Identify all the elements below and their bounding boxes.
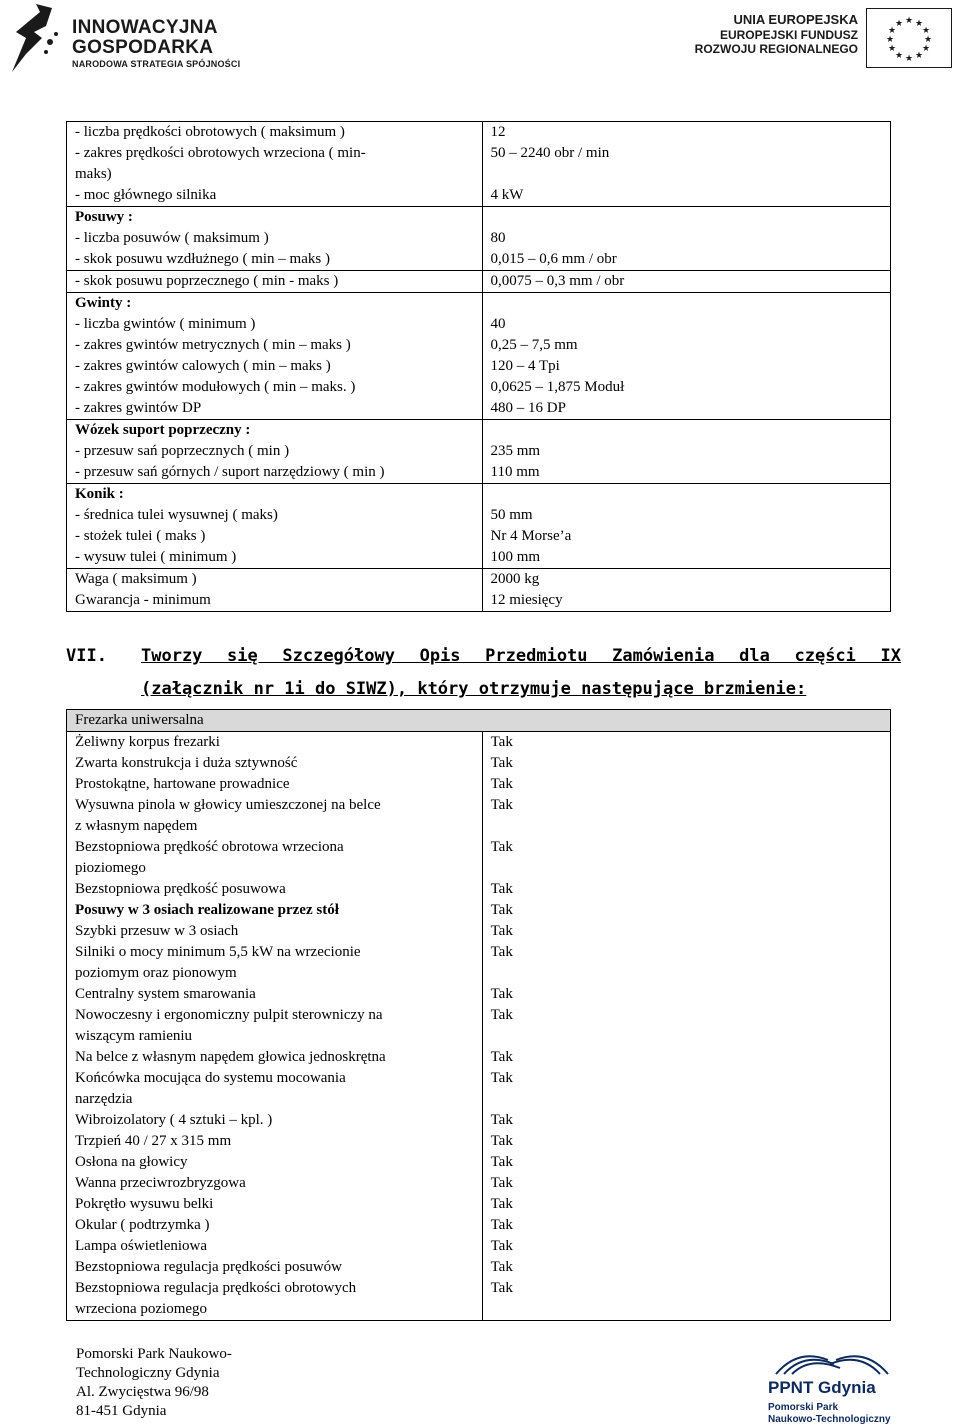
feature-cell <box>67 774 483 795</box>
spec-label: - moc głównego silnika <box>75 187 217 203</box>
feature-cell <box>67 942 483 984</box>
table-heading: Frezarka uniwersalna <box>67 710 891 732</box>
svg-text:★: ★ <box>921 25 931 35</box>
feature-cell <box>67 753 483 774</box>
spec-value <box>491 484 882 505</box>
table-row <box>67 1278 891 1321</box>
feature-text: Żeliwny korpus frezarki <box>75 734 220 750</box>
table-row <box>67 795 891 837</box>
table-heading-row <box>67 710 891 732</box>
footer-address <box>76 1345 232 1421</box>
feature-value: Tak <box>482 1215 890 1236</box>
spec-label-cell <box>67 484 483 569</box>
spec-label: - skok posuwu poprzecznego ( min - maks ) <box>75 273 339 289</box>
table-row <box>67 1194 891 1215</box>
spec-label-cell <box>67 569 483 612</box>
spec-value: 2000 kg <box>490 571 540 587</box>
svg-text:★: ★ <box>887 43 897 53</box>
spec-value: 0,25 – 7,5 mm <box>490 337 578 353</box>
spec-value: 480 – 16 DP <box>490 400 566 416</box>
table-row <box>67 921 891 942</box>
feature-text: Bezstopniowa prędkość obrotowa wrzeciona <box>75 839 344 855</box>
eu-line-1: UNIA EUROPEJSKA <box>733 12 858 27</box>
spec-label: - liczba posuwów ( maksimum ) <box>75 230 269 246</box>
spec-label: - stożek tulei ( maks ) <box>75 528 206 544</box>
spec-label-cell <box>67 122 483 207</box>
spec-label: - zakres gwintów modułowych ( min – maks. ) <box>75 379 356 395</box>
feature-value: Tak <box>482 837 890 879</box>
feature-cell <box>67 921 483 942</box>
table-row <box>67 1110 891 1131</box>
svg-text:★: ★ <box>885 34 895 44</box>
spec-label: - skok posuwu wzdłużnego ( min – maks ) <box>75 251 330 267</box>
lathe-spec-table <box>66 121 891 612</box>
spec-row <box>67 271 891 293</box>
feature-value: Tak <box>482 1005 890 1047</box>
svg-text:★: ★ <box>894 18 904 28</box>
svg-text:★: ★ <box>921 43 931 53</box>
eu-flag-icon <box>866 8 952 68</box>
spec-value-cell <box>482 569 890 612</box>
spec-label: Posuwy : <box>75 209 133 225</box>
eu-line-3: ROZWOJU REGIONALNEGO <box>694 42 858 56</box>
spec-label-cell <box>67 293 483 420</box>
feature-value: Tak <box>482 1194 890 1215</box>
spec-label-cell <box>67 271 483 293</box>
spec-row <box>67 122 891 207</box>
feature-cell <box>67 1005 483 1047</box>
ppnt-logo <box>768 1346 908 1426</box>
spec-value-cell <box>482 420 890 484</box>
eu-line-2: EUROPEJSKI FUNDUSZ <box>719 28 858 42</box>
feature-text: Zwarta konstrukcja i duża sztywność <box>75 755 298 771</box>
spec-label: Gwarancja - minimum <box>75 592 211 608</box>
section-number: VII. <box>66 646 107 666</box>
spec-value-cell <box>482 293 890 420</box>
spec-label: - zakres gwintów calowych ( min – maks ) <box>75 358 331 374</box>
spec-label: - zakres prędkości obrotowych wrzeciona ( min- <box>75 145 366 161</box>
ppnt-emblem-icon <box>768 1346 898 1376</box>
feature-value: Tak <box>482 921 890 942</box>
feature-cell <box>67 900 483 921</box>
spec-value-cell <box>482 207 890 271</box>
table-row <box>67 900 891 921</box>
spec-value <box>491 207 882 228</box>
feature-value: Tak <box>482 1068 890 1110</box>
spec-value-cell <box>482 122 890 207</box>
table-row <box>67 879 891 900</box>
feature-cell <box>67 1110 483 1131</box>
feature-value: Tak <box>482 1131 890 1152</box>
spec-value <box>491 293 882 314</box>
spec-label-cell <box>67 420 483 484</box>
spec-row <box>67 484 891 569</box>
feature-text: wrzeciona poziomego <box>75 1301 208 1317</box>
feature-cell <box>67 1068 483 1110</box>
feature-cell <box>67 795 483 837</box>
feature-text: Bezstopniowa regulacja prędkości obrotowych <box>75 1280 357 1296</box>
table-row <box>67 774 891 795</box>
table-row <box>67 1173 891 1194</box>
feature-cell <box>67 1257 483 1278</box>
feature-text: Szybki przesuw w 3 osiach <box>75 923 239 939</box>
svg-text:★: ★ <box>923 34 933 44</box>
feature-cell <box>67 1278 483 1321</box>
feature-text: pioziomego <box>75 860 146 876</box>
logo-line-2: GOSPODARKA <box>72 37 214 58</box>
feature-text: Wanna przeciwrozbryzgowa <box>75 1175 246 1191</box>
spec-row <box>67 420 891 484</box>
feature-text: Nowoczesny i ergonomiczny pulpit sterowniczy na <box>75 1007 383 1023</box>
feature-text: z własnym napędem <box>75 818 198 834</box>
logo-line-3: NARODOWA STRATEGIA SPÓJNOŚCI <box>72 59 241 69</box>
feature-cell <box>67 1236 483 1257</box>
table-row <box>67 1257 891 1278</box>
address-line: Al. Zwycięstwa 96/98 <box>76 1384 209 1400</box>
spec-value <box>491 420 882 441</box>
feature-value: Tak <box>482 1278 890 1321</box>
feature-text: Bezstopniowa prędkość posuwowa <box>75 881 286 897</box>
spec-label-cell <box>67 207 483 271</box>
milling-spec-table <box>66 709 891 1321</box>
feature-cell <box>67 984 483 1005</box>
feature-text: Trzpień 40 / 27 x 315 mm <box>75 1133 232 1149</box>
spec-value: 80 <box>490 230 506 246</box>
feature-value: Tak <box>482 774 890 795</box>
feature-cell <box>67 1215 483 1236</box>
table-row <box>67 1236 891 1257</box>
feature-value: Tak <box>482 1236 890 1257</box>
svg-text:★: ★ <box>914 18 924 28</box>
feature-value: Tak <box>482 879 890 900</box>
table-row <box>67 1131 891 1152</box>
spec-value-cell <box>482 484 890 569</box>
svg-text:★: ★ <box>904 53 914 63</box>
spec-row <box>67 293 891 420</box>
table-row <box>67 1005 891 1047</box>
feature-text: wiszącym ramieniu <box>75 1028 193 1044</box>
section-title-line-2: (załącznik nr 1i do SIWZ), który otrzymuje następujące brzmienie: <box>141 679 807 699</box>
spec-value: 4 kW <box>490 187 524 203</box>
feature-cell <box>67 1131 483 1152</box>
feature-text: Prostokątne, hartowane prowadnice <box>75 776 290 792</box>
feature-text: Bezstopniowa regulacja prędkości posuwów <box>75 1259 343 1275</box>
spec-value: 235 mm <box>490 443 541 459</box>
innowacyjna-gospodarka-logo <box>6 2 246 74</box>
feature-cell <box>67 1152 483 1173</box>
feature-text: Silniki o mocy minimum 5,5 kW na wrzecionie <box>75 944 361 960</box>
address-line: 81-451 Gdynia <box>76 1403 167 1419</box>
spec-value: 12 miesięcy <box>490 592 563 608</box>
svg-text:★: ★ <box>887 25 897 35</box>
spec-value: 50 mm <box>490 507 533 523</box>
feature-value: Tak <box>482 984 890 1005</box>
feature-text: Centralny system smarowania <box>75 986 256 1002</box>
feature-value: Tak <box>482 900 890 921</box>
feature-value: Tak <box>482 1110 890 1131</box>
section-title-line-1: Tworzy się Szczegółowy Opis Przedmiotu Zamówienia dla części IX <box>141 646 901 666</box>
svg-text:★: ★ <box>894 50 904 60</box>
feature-text: Pokrętło wysuwu belki <box>75 1196 214 1212</box>
feature-text: Posuwy w 3 osiach realizowane przez stół <box>75 902 339 918</box>
spec-label: Konik : <box>75 486 124 502</box>
figure-arrow-icon <box>6 2 66 74</box>
spec-label: - zakres gwintów DP <box>75 400 202 416</box>
spec-value: 50 – 2240 obr / min <box>490 145 610 161</box>
ppnt-sub-line: Naukowo-Technologiczny <box>768 1414 891 1425</box>
table-row <box>67 1152 891 1173</box>
feature-cell <box>67 1194 483 1215</box>
ppnt-sub-line: Pomorski Park <box>768 1402 839 1413</box>
spec-value: 0,015 – 0,6 mm / obr <box>490 251 617 267</box>
spec-value: 0,0625 – 1,875 Moduł <box>490 379 625 395</box>
address-line: Pomorski Park Naukowo- <box>76 1346 232 1362</box>
spec-label: Wózek suport poprzeczny : <box>75 422 251 438</box>
spec-label: - liczba prędkości obrotowych ( maksimum ) <box>75 124 345 140</box>
feature-text: Wibroizolatory ( 4 sztuki – kpl. ) <box>75 1112 273 1128</box>
feature-text: Wysuwna pinola w głowicy umieszczonej na belce <box>75 797 381 813</box>
ppnt-name: PPNT Gdynia <box>768 1378 876 1397</box>
feature-text: Okular ( podtrzymka ) <box>75 1217 210 1233</box>
feature-value: Tak <box>482 1152 890 1173</box>
table-row <box>67 984 891 1005</box>
spec-value <box>491 164 882 185</box>
feature-value: Tak <box>482 753 890 774</box>
feature-text: Osłona na głowicy <box>75 1154 188 1170</box>
spec-value: 12 <box>490 124 506 140</box>
spec-value-cell <box>482 271 890 293</box>
svg-text:★: ★ <box>914 50 924 60</box>
feature-value: Tak <box>482 732 890 754</box>
address-line: Technologiczny Gdynia <box>76 1365 220 1381</box>
feature-value: Tak <box>482 942 890 984</box>
table-row <box>67 837 891 879</box>
spec-value: Nr 4 Morse’a <box>490 528 572 544</box>
spec-label: - liczba gwintów ( minimum ) <box>75 316 256 332</box>
spec-label: Gwinty : <box>75 295 132 311</box>
logo-line-1: INNOWACYJNA <box>72 17 218 38</box>
spec-value: 100 mm <box>490 549 541 565</box>
feature-value: Tak <box>482 1047 890 1068</box>
table-row <box>67 732 891 754</box>
table-row <box>67 1068 891 1110</box>
spec-row <box>67 207 891 271</box>
table-row <box>67 1215 891 1236</box>
spec-label: maks) <box>75 166 112 182</box>
feature-value: Tak <box>482 795 890 837</box>
spec-value: 120 – 4 Tpi <box>490 358 560 374</box>
feature-value: Tak <box>482 1257 890 1278</box>
spec-value: 110 mm <box>490 464 540 480</box>
feature-cell <box>67 879 483 900</box>
table-row <box>67 753 891 774</box>
spec-row <box>67 569 891 612</box>
table-row <box>67 942 891 984</box>
spec-label: - przesuw sań górnych / suport narzędziowy ( min ) <box>75 464 385 480</box>
spec-value: 40 <box>490 316 506 332</box>
feature-text: narzędzia <box>75 1091 133 1107</box>
feature-text: poziomym oraz pionowym <box>75 965 237 981</box>
feature-cell <box>67 732 483 754</box>
page-header <box>0 0 960 80</box>
spec-label: - średnica tulei wysuwnej ( maks) <box>75 507 278 523</box>
feature-cell <box>67 1047 483 1068</box>
feature-cell <box>67 837 483 879</box>
feature-text: Końcówka mocująca do systemu mocowania <box>75 1070 346 1086</box>
spec-value: 0,0075 – 0,3 mm / obr <box>490 273 625 289</box>
spec-label: Waga ( maksimum ) <box>75 571 197 587</box>
table-row <box>67 1047 891 1068</box>
feature-value: Tak <box>482 1173 890 1194</box>
spec-label: - przesuw sań poprzecznych ( min ) <box>75 443 290 459</box>
svg-text:★: ★ <box>904 15 914 25</box>
feature-cell <box>67 1173 483 1194</box>
spec-label: - wysuw tulei ( minimum ) <box>75 549 237 565</box>
feature-text: Na belce z własnym napędem głowica jednoskrętna <box>75 1049 386 1065</box>
eu-logo <box>692 4 952 68</box>
spec-label: - zakres gwintów metrycznych ( min – maks ) <box>75 337 351 353</box>
feature-text: Lampa oświetleniowa <box>75 1238 208 1254</box>
